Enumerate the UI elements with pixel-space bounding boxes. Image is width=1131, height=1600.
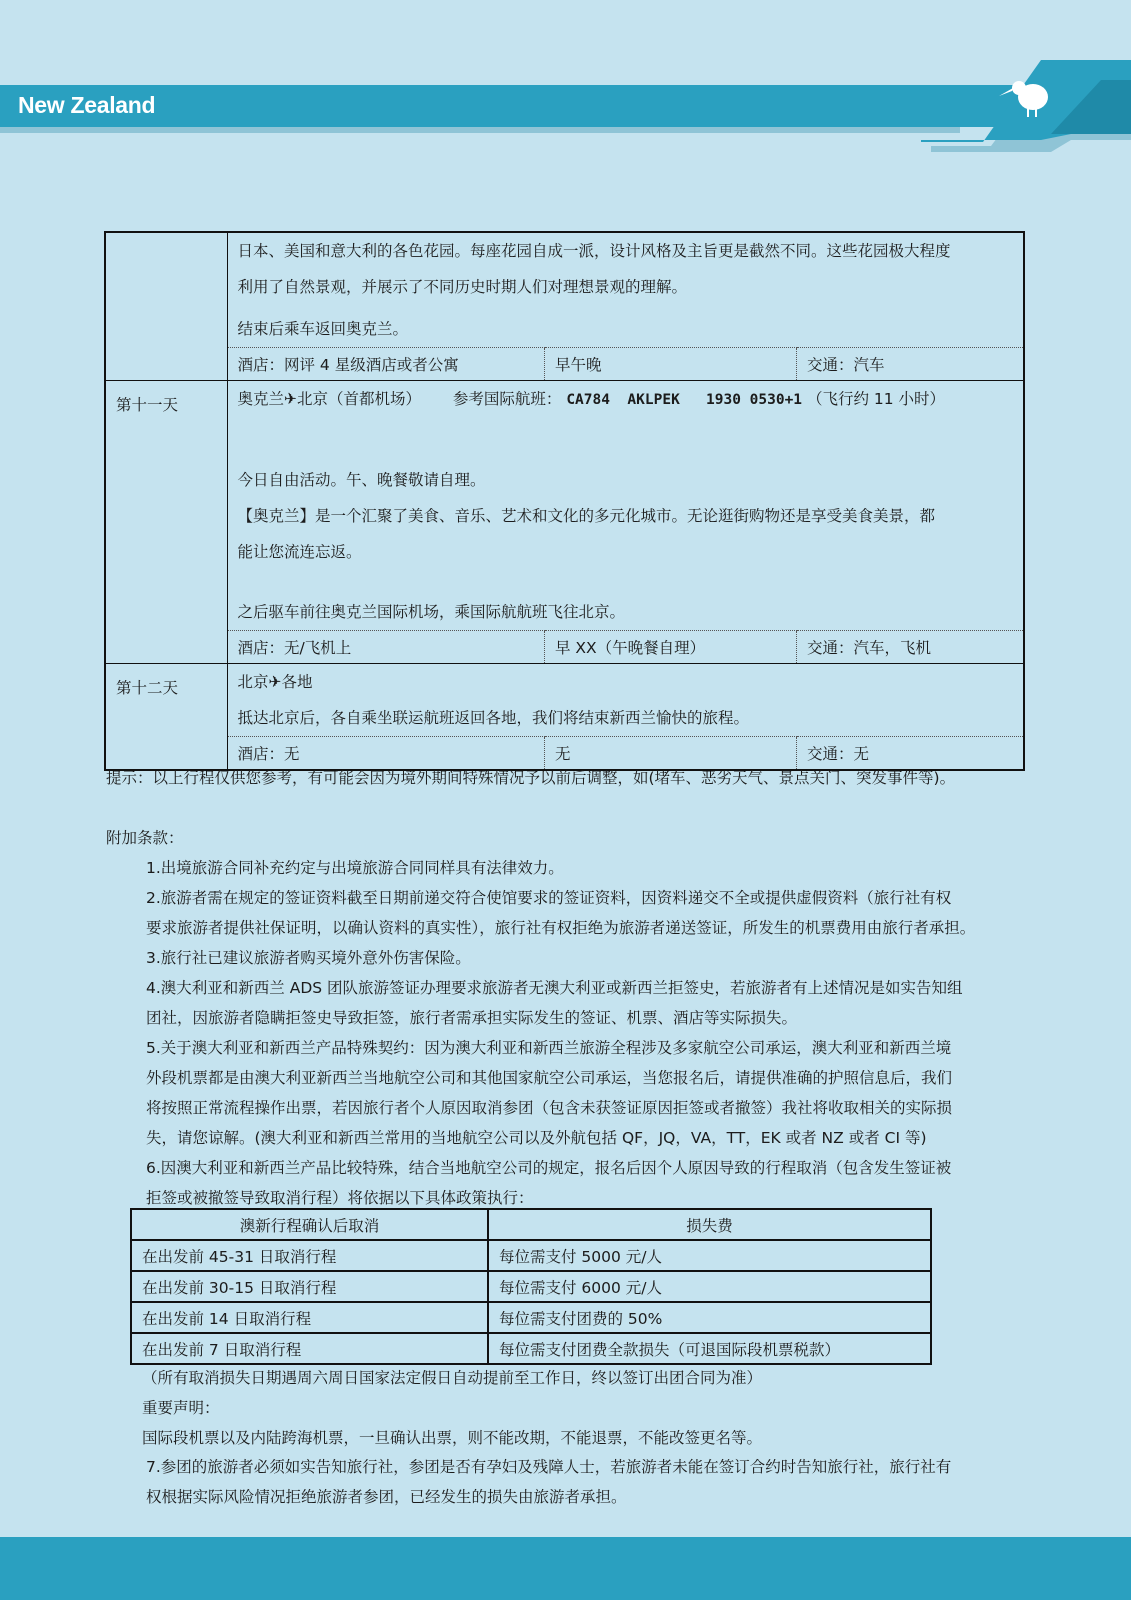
clause-text: 2.旅游者需在规定的签证资料截至日期前递交符合使馆要求的签证资料，因资料递交不全或提供虚假资料（旅行社有权 bbox=[146, 889, 952, 907]
itinerary-table bbox=[104, 231, 1025, 771]
route: 奥克兰✈北京（首都机场） bbox=[237, 390, 421, 408]
fee-table-header: 澳新行程确认后取消 bbox=[131, 1209, 488, 1240]
clause-line bbox=[146, 853, 975, 1213]
clause-text: 拒签或被撤签导致取消行程）将依据以下具体政策执行： bbox=[146, 1189, 534, 1207]
fee-period: 在出发前 7 日取消行程 bbox=[131, 1333, 488, 1364]
meals-info: 无 bbox=[545, 737, 797, 770]
intro-line: 结束后乘车返回奥克兰。 bbox=[237, 320, 409, 338]
fee-amount: 每位需支付团费的 50% bbox=[488, 1302, 931, 1333]
transport-info: 交通：汽车 bbox=[797, 348, 1024, 381]
fee-table-header: 损失费 bbox=[488, 1209, 931, 1240]
clause-text: 权根据实际风险情况拒绝旅游者参团，已经发生的损失由旅游者承担。 bbox=[146, 1488, 627, 1506]
brand-title: New Zealand bbox=[18, 92, 156, 118]
clause-text: 1.出境旅游合同补充约定与出境旅游合同同样具有法律效力。 bbox=[146, 859, 564, 877]
hotel-info: 酒店：网评 4 星级酒店或者公寓 bbox=[228, 348, 545, 381]
fee-amount: 每位需支付团费全款损失（可退国际段机票税款） bbox=[488, 1333, 931, 1364]
clause-7 bbox=[146, 1452, 951, 1512]
kiwi-tab bbox=[921, 60, 1131, 160]
clause-text: 将按照正常流程操作出票，若因旅行者个人原因取消参团（包含未获签证原因拒签或者撤签）我社将收取相关的实际损 bbox=[146, 1099, 953, 1117]
day-label: 第十一天 bbox=[106, 381, 227, 664]
flight-label: 参考国际航班： bbox=[452, 390, 562, 408]
day-label: 第十二天 bbox=[106, 664, 227, 770]
cancellation-fee-table bbox=[130, 1208, 932, 1365]
important-title: 重要声明： bbox=[142, 1399, 220, 1417]
day-line: 之后驱车前往奥克兰国际机场，乘国际航航班飞往北京。 bbox=[237, 603, 626, 621]
clause-text: 4.澳大利亚和新西兰 ADS 团队旅游签证办理要求旅游者无澳大利亚或新西兰拒签史，若旅游者有上述情况是如实告知组 bbox=[146, 979, 963, 997]
intro-line: 利用了自然景观，并展示了不同历史时期人们对理想景观的理解。 bbox=[237, 278, 688, 296]
fee-amount: 每位需支付 6000 元/人 bbox=[488, 1271, 931, 1302]
flight-time: （飞行约 11 小时） bbox=[806, 390, 946, 408]
footer-bar bbox=[0, 1537, 1131, 1600]
clause-text: 要求旅游者提供社保证明，以确认资料的真实性），旅行社有权拒绝为旅游者递送签证，所发生的机票费用由旅行者承担。 bbox=[146, 919, 976, 937]
transport-info: 交通：无 bbox=[797, 737, 1024, 770]
fee-period: 在出发前 45-31 日取消行程 bbox=[131, 1240, 488, 1271]
clause-text: 3.旅行社已建议旅游者购买境外意外伤害保险。 bbox=[146, 949, 471, 967]
flight-number: CA784 AKLPEK 1930 0530+1 bbox=[566, 392, 803, 408]
intro-line: 日本、美国和意大利的各色花园。每座花园自成一派，设计风格及主旨更是截然不同。这些花园极大程度 bbox=[237, 242, 951, 260]
clause-text: 6.因澳大利亚和新西兰产品比较特殊，结合当地航空公司的规定，报名后因个人原因导致的行程取消（包含发生签证被 bbox=[146, 1159, 952, 1177]
important-text: 国际段机票以及内陆跨海机票，一旦确认出票，则不能改期，不能退票，不能改签更名等。 bbox=[142, 1429, 763, 1447]
day-line: 【奥克兰】是一个汇聚了美食、音乐、艺术和文化的多元化城市。无论逛街购物还是享受美食美景，都 bbox=[237, 507, 936, 525]
meals-info: 早午晚 bbox=[545, 348, 797, 381]
clause-text: 外段机票都是由澳大利亚新西兰当地航空公司和其他国家航空公司承运，当您报名后，请提供准确的护照信息后，我们 bbox=[146, 1069, 953, 1087]
day-cell-empty bbox=[106, 233, 227, 381]
fee-period: 在出发前 30-15 日取消行程 bbox=[131, 1271, 488, 1302]
meals-info: 早 XX（午晚餐自理） bbox=[545, 631, 797, 664]
clause-text: 失，请您谅解。(澳大利亚和新西兰常用的当地航空公司以及外航包括 QF，JQ，VA，TT，EK 或者 NZ 或者 CI 等) bbox=[146, 1129, 927, 1147]
route-line bbox=[238, 381, 1014, 418]
fee-period: 在出发前 14 日取消行程 bbox=[131, 1302, 488, 1333]
hotel-info: 酒店：无/飞机上 bbox=[228, 631, 545, 664]
day-line: 能让您流连忘返。 bbox=[237, 543, 362, 561]
hotel-info: 酒店：无 bbox=[228, 737, 545, 770]
fee-note: （所有取消损失日期遇周六周日国家法定假日自动提前至工作日，终以签订出团合同为准） bbox=[142, 1369, 763, 1387]
day-line: 抵达北京后，各自乘坐联运航班返回各地，我们将结束新西兰愉快的旅程。 bbox=[237, 709, 750, 727]
clause-text: 5.关于澳大利亚和新西兰产品特殊契约：因为澳大利亚和新西兰旅游全程涉及多家航空公司承运，澳大利亚和新西兰境 bbox=[146, 1039, 952, 1057]
itinerary-note: 提示：以上行程仅供您参考，有可能会因为境外期间特殊情况予以前后调整，如(堵车、恶劣天气、景点关门、突发事件等)。 bbox=[106, 769, 956, 787]
clause-text: 团社，因旅游者隐瞒拒签史导致拒签，旅行者需承担实际发生的签证、机票、酒店等实际损失。 bbox=[146, 1009, 798, 1027]
route: 北京✈各地 bbox=[237, 673, 313, 691]
header-banner-shadow bbox=[0, 127, 960, 133]
transport-info: 交通：汽车，飞机 bbox=[797, 631, 1024, 664]
day-line: 今日自由活动。午、晚餐敬请自理。 bbox=[237, 471, 486, 489]
clause-text: 7.参团的旅游者必须如实告知旅行社，参团是否有孕妇及残障人士，若旅游者未能在签订合约时告知旅行社，旅行社有 bbox=[146, 1458, 952, 1476]
fee-amount: 每位需支付 5000 元/人 bbox=[488, 1240, 931, 1271]
additional-terms-title: 附加条款： bbox=[106, 829, 184, 847]
